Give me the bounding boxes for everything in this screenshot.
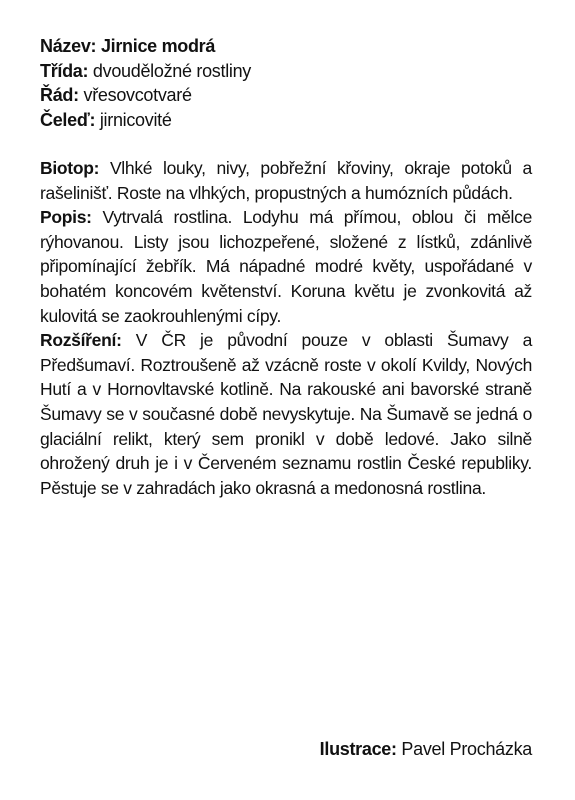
rozsireni-paragraph bbox=[40, 328, 532, 500]
name-row bbox=[40, 34, 532, 59]
family-label: Čeleď: bbox=[40, 109, 96, 130]
biotop-paragraph bbox=[40, 156, 532, 205]
popis-text: Vytrvalá rostlina. Lodyhu má přímou, oblou či mělce rýhovanou. Listy jsou lichozpeřené, složené z lístků, zdánlivě připomínající žebřík. Má nápadné modré květy, uspořádané v bohatém koncovém květenství. Koruna květu je zvonkovitá až kulovitá se zaokrouhlenými cípy. bbox=[40, 207, 533, 326]
name-label: Název: bbox=[40, 36, 97, 56]
order-row bbox=[40, 83, 532, 108]
credit-value: Pavel Procházka bbox=[401, 739, 532, 759]
species-card bbox=[40, 34, 532, 500]
biotop-label: Biotop: bbox=[40, 158, 100, 178]
family-row bbox=[40, 108, 532, 133]
classification-block bbox=[40, 34, 532, 132]
class-row bbox=[40, 59, 532, 84]
rozsireni-label: Rozšíření: bbox=[40, 330, 122, 351]
family-value: jirnicovité bbox=[99, 109, 172, 130]
credit-label: Ilustrace: bbox=[319, 739, 397, 759]
biotop-text: Vlhké louky, nivy, pobřežní křoviny, okraje potoků a rašelinišť. Roste na vlhkých, propustných a humózních půdách. bbox=[40, 158, 532, 203]
order-label: Řád: bbox=[40, 85, 79, 105]
rozsireni-text: V ČR je původní pouze v oblasti Šumavy a Předšumaví. Roztroušeně až vzácně roste v okolí Kvildy, Nových Hutí a v Hornovltavské kotlině. Na rakouské ani bavorské straně Šumavy se v současné době nevyskytuje. Na Šumavě se jedná o glaciální relikt, který sem pronikl v době ledové. Jako silně ohrožený druh je i v Červeném seznamu rostlin České republiky. Pěstuje se v zahradách jako okrasná a medonosná rostlina. bbox=[40, 330, 532, 498]
illustration-credit bbox=[320, 739, 532, 760]
name-value: Jirnice modrá bbox=[100, 36, 216, 56]
description-sections bbox=[40, 156, 532, 500]
order-value: vřesovcotvaré bbox=[83, 85, 192, 105]
class-label: Třída: bbox=[40, 60, 89, 81]
popis-paragraph bbox=[40, 205, 532, 328]
popis-label: Popis: bbox=[40, 207, 92, 228]
class-value: dvouděložné rostliny bbox=[92, 60, 252, 81]
